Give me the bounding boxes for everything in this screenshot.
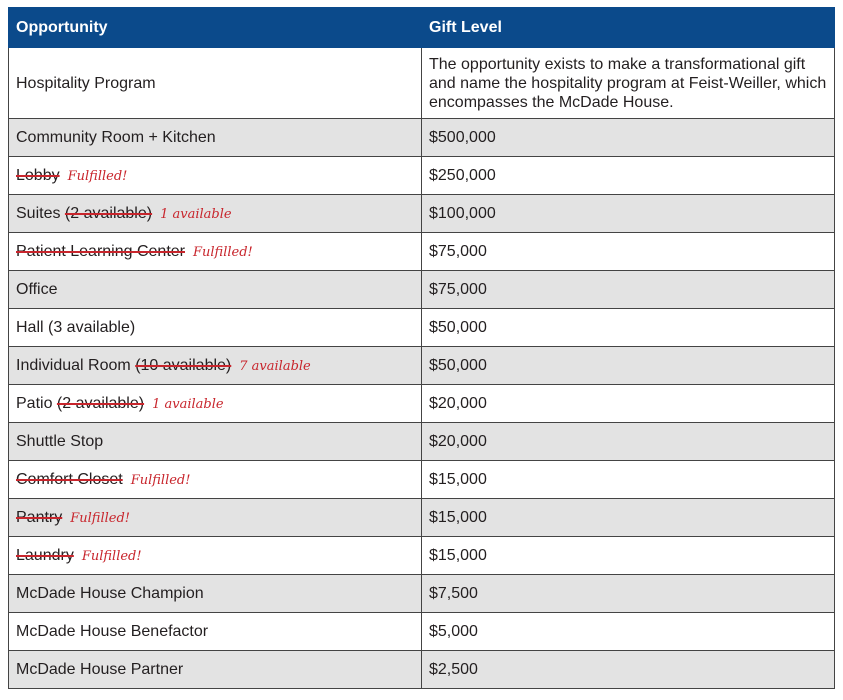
opportunity-cell — [9, 461, 422, 499]
gift-level-cell: $15,000 — [422, 461, 835, 499]
opportunity-cell — [9, 537, 422, 575]
gift-level-cell: $5,000 — [422, 613, 835, 651]
header-gift-level: Gift Level — [422, 8, 835, 48]
opportunity-name: McDade House Champion — [16, 585, 204, 602]
gift-level-cell: $50,000 — [422, 309, 835, 347]
table-row — [9, 119, 835, 157]
opportunity-name: Shuttle Stop — [16, 433, 104, 450]
availability-note: Fulfilled! — [130, 472, 191, 488]
header-opportunity: Opportunity — [9, 8, 422, 48]
opportunity-name: McDade House Benefactor — [16, 623, 209, 640]
struck-through-text: (2 available) — [56, 394, 145, 412]
opportunity-name: Hall (3 available) — [16, 319, 136, 336]
availability-note: Fulfilled! — [81, 548, 142, 564]
gift-level-cell: $500,000 — [422, 119, 835, 157]
opportunity-name: Individual Room — [16, 356, 131, 374]
gift-level-cell: $20,000 — [422, 423, 835, 461]
table-row — [9, 575, 835, 613]
struck-through-text: Lobby — [16, 166, 60, 184]
struck-through-text: (10 available) — [135, 356, 232, 374]
opportunity-cell — [9, 309, 422, 347]
availability-note: 7 available — [239, 358, 311, 374]
opportunity-name: McDade House Partner — [16, 661, 184, 678]
table-row — [9, 461, 835, 499]
table-row — [9, 385, 835, 423]
gift-level-cell: $250,000 — [422, 157, 835, 195]
opportunity-cell — [9, 499, 422, 537]
gift-table-container — [8, 7, 834, 689]
availability-note: Fulfilled! — [67, 168, 128, 184]
table-row — [9, 499, 835, 537]
gift-level-cell: $7,500 — [422, 575, 835, 613]
gift-level-cell: $2,500 — [422, 651, 835, 689]
opportunity-name: Hospitality Program — [16, 74, 156, 92]
opportunity-cell — [9, 575, 422, 613]
table-row — [9, 233, 835, 271]
gift-level-cell: $100,000 — [422, 195, 835, 233]
table-row — [9, 195, 835, 233]
gift-opportunities-table — [8, 7, 835, 689]
gift-level-cell: $50,000 — [422, 347, 835, 385]
opportunity-cell — [9, 651, 422, 689]
table-row — [9, 157, 835, 195]
table-row — [9, 423, 835, 461]
opportunity-cell — [9, 119, 422, 157]
opportunity-cell — [9, 271, 422, 309]
struck-through-text: Patient Learning Center — [16, 242, 185, 260]
table-row — [9, 347, 835, 385]
opportunity-cell — [9, 157, 422, 195]
struck-through-text: (2 available) — [64, 204, 153, 222]
availability-note: Fulfilled! — [193, 244, 253, 260]
opportunity-name: Community Room + Kitchen — [16, 129, 216, 146]
table-row — [9, 271, 835, 309]
gift-level-cell: $75,000 — [422, 271, 835, 309]
gift-level-cell: $75,000 — [422, 233, 835, 271]
table-row — [9, 48, 835, 119]
opportunity-cell — [9, 48, 422, 119]
availability-note: 1 available — [152, 396, 224, 412]
gift-level-cell: $15,000 — [422, 537, 835, 575]
availability-note: 1 available — [160, 206, 232, 222]
opportunity-cell — [9, 385, 422, 423]
table-row — [9, 309, 835, 347]
opportunity-cell — [9, 613, 422, 651]
opportunity-name: Office — [16, 281, 58, 298]
opportunity-name: Patio — [16, 394, 53, 412]
table-header-row — [9, 8, 835, 48]
table-row — [9, 613, 835, 651]
table-row — [9, 651, 835, 689]
gift-level-cell: $15,000 — [422, 499, 835, 537]
table-row — [9, 537, 835, 575]
gift-level-cell: $20,000 — [422, 385, 835, 423]
gift-level-cell: The opportunity exists to make a transformational gift and name the hospitality program at Feist-Weiller, which encompasses the McDade House. — [422, 48, 835, 119]
table-body — [9, 48, 835, 689]
opportunity-cell — [9, 347, 422, 385]
opportunity-cell — [9, 233, 422, 271]
struck-through-text: Comfort Closet — [16, 470, 123, 488]
opportunity-name: Suites — [16, 204, 61, 222]
opportunity-cell — [9, 423, 422, 461]
struck-through-text: Pantry — [16, 508, 63, 526]
struck-through-text: Laundry — [16, 546, 74, 564]
availability-note: Fulfilled! — [70, 510, 131, 526]
opportunity-cell — [9, 195, 422, 233]
